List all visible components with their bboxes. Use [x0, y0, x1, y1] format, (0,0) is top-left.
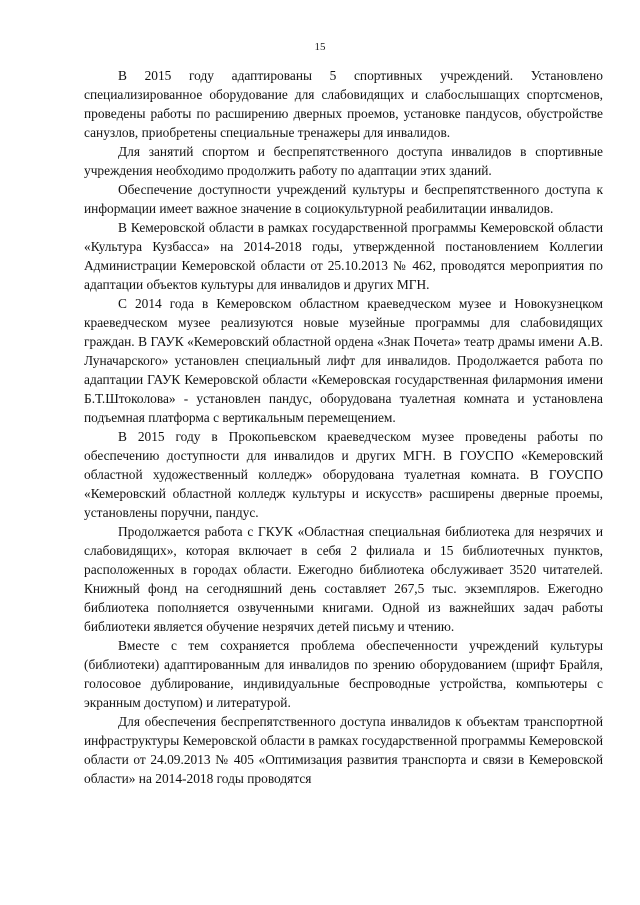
paragraph-museums-theatre: С 2014 года в Кемеровском областном краеведческом музее и Новокузнецком краеведческом музее реализуются новые музейные программы для слабовидящих граждан. В ГАУК «Кемеровский областной ордена «Знак Почета» театр драмы имени А.В. Луначарского» установлен специальный лифт для инвалидов. Продолжается работа по адаптации ГАУК Кемеровской области «Кемеровская государственная филармония имени Б.Т.Штоколова» - установлен пандус, оборудована туалетная комната и установлена подъемная платформа с вертикальным перемещением. [84, 296, 603, 425]
paragraph-sports-continuation: Для занятий спортом и беспрепятственного доступа инвалидов в спортивные учреждения необходимо продолжить работу по адаптации этих зданий. [84, 144, 603, 178]
page-number: 15 [314, 41, 326, 53]
paragraph-culture-program: В Кемеровской области в рамках государственной программы Кемеровской области «Культура Кузбасса» на 2014-2018 годы, утвержденной постановлением Коллегии Администрации Кемеровской области от 25.10.2013 № 462, проводятся мероприятия по адаптации объектов культуры для инвалидов и других МГН. [84, 220, 603, 292]
document-body [84, 66, 603, 788]
paragraph-2015-works: В 2015 году в Прокопьевском краеведческом музее проведены работы по обеспечению доступности для инвалидов и других МГН. В ГОУСПО «Кемеровский областной художественный колледж» оборудована туалетная комната. В ГОУСПО «Кемеровский областной колледж культуры и искусств» расширены дверные проемы, установлены поручни, пандус. [84, 429, 603, 520]
paragraph-transport: Для обеспечения беспрепятственного доступа инвалидов к объектам транспортной инфраструктуры Кемеровской области в рамках государственной программы Кемеровской области от 24.09.2013 № 405 «Оптимизация развития транспорта и связи в Кемеровской области» на 2014-2018 годы проводятся [84, 714, 603, 786]
paragraph-sports-adaptation: В 2015 году адаптированы 5 спортивных учреждений. Установлено специализированное оборудование для слабовидящих и слабослышащих спортсменов, проведены работы по расширению дверных проемов, установке пандусов, обустройстве санузлов, приобретены специальные тренажеры для инвалидов. [84, 68, 603, 140]
paragraph-library: Продолжается работа с ГКУК «Областная специальная библиотека для незрячих и слабовидящих», которая включает в себя 2 филиала и 15 библиотечных пунктов, расположенных в городах области. Ежегодно библиотека обслуживает 3520 читателей. Книжный фонд на сегодняшний день составляет 267,5 тыс. экземпляров. Ежегодно библиотека пополняется озвученными книгами. Одной из важнейших задач работы библиотеки является обучение незрячих детей письму и чтению. [84, 524, 603, 634]
paragraph-culture-accessibility: Обеспечение доступности учреждений культуры и беспрепятственного доступа к информации имеет важное значение в социокультурной реабилитации инвалидов. [84, 182, 603, 216]
paragraph-equipment-problem: Вместе с тем сохраняется проблема обеспеченности учреждений культуры (библиотеки) адаптированным для инвалидов по зрению оборудованием (шрифт Брайля, голосовое дублирование, индивидуальные беспроводные устройства, компьютеры с экранным доступом) и литературой. [84, 638, 603, 710]
